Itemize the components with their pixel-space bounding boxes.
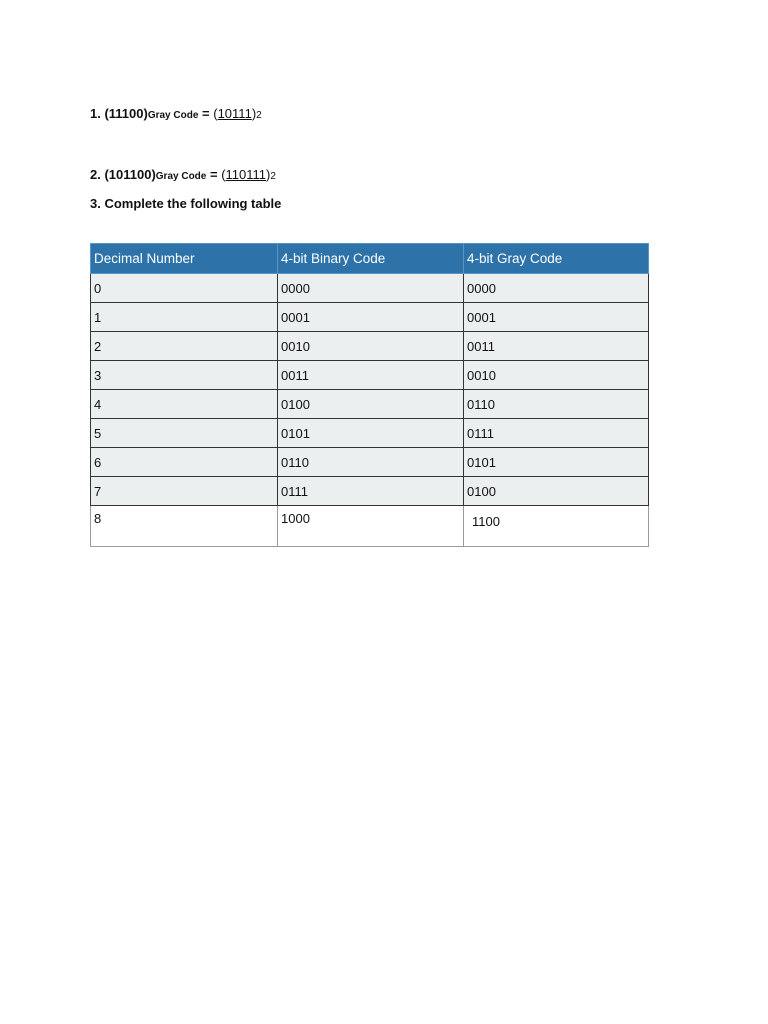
header-binary-code: 4-bit Binary Code: [278, 244, 464, 274]
cell-binary: 1000: [278, 506, 464, 547]
table-row: [91, 332, 649, 361]
cell-gray: 0000: [464, 274, 649, 303]
question-2-answer: 110111: [225, 167, 267, 182]
cell-gray: 0111: [464, 419, 649, 448]
question-1-prefix: 1. (11100): [90, 106, 148, 121]
cell-decimal: 1: [91, 303, 278, 332]
table-row: [91, 361, 649, 390]
question-1-close-paren: ): [251, 106, 257, 121]
gray-code-table: [90, 243, 649, 547]
table-row: [91, 448, 649, 477]
table-row: [91, 506, 649, 547]
cell-decimal: 5: [91, 419, 278, 448]
cell-decimal: 7: [91, 477, 278, 506]
question-1-answer: 10111: [217, 106, 252, 121]
cell-decimal: 6: [91, 448, 278, 477]
cell-gray: 1100: [464, 506, 649, 547]
question-1-subscript: Gray Code: [147, 110, 199, 121]
question-2-base: 2: [270, 171, 276, 182]
cell-binary: 0010: [278, 332, 464, 361]
table-row: [91, 390, 649, 419]
question-1-base: 2: [256, 110, 262, 121]
question-2-open-paren: (: [221, 167, 226, 182]
question-2-close-paren: ): [266, 167, 271, 182]
cell-binary: 0000: [278, 274, 464, 303]
cell-gray: 0110: [464, 390, 649, 419]
cell-binary: 0001: [278, 303, 464, 332]
cell-decimal: 3: [91, 361, 278, 390]
cell-decimal: 0: [91, 274, 278, 303]
question-2-equals: =: [206, 167, 222, 182]
table-row: [91, 274, 649, 303]
cell-binary: 0011: [278, 361, 464, 390]
cell-gray: 0010: [464, 361, 649, 390]
cell-binary: 0100: [278, 390, 464, 419]
cell-decimal: 4: [91, 390, 278, 419]
cell-decimal: 8: [91, 506, 278, 547]
cell-gray: 0100: [464, 477, 649, 506]
cell-gray: 0101: [464, 448, 649, 477]
cell-gray: 0001: [464, 303, 649, 332]
question-2: [90, 167, 276, 185]
question-1-open-paren: (: [213, 106, 218, 121]
cell-decimal: 2: [91, 332, 278, 361]
question-2-prefix: 2. (101100): [90, 167, 156, 182]
question-1-equals: =: [198, 106, 214, 121]
question-1: [90, 106, 262, 124]
cell-binary: 0101: [278, 419, 464, 448]
gray-code-table-wrapper: [90, 243, 648, 547]
header-decimal-number: Decimal Number: [91, 244, 278, 274]
question-2-subscript: Gray Code: [155, 171, 207, 182]
header-gray-code: 4-bit Gray Code: [464, 244, 649, 274]
cell-binary: 0110: [278, 448, 464, 477]
table-row: [91, 303, 649, 332]
cell-binary: 0111: [278, 477, 464, 506]
table-row: [91, 477, 649, 506]
question-3: 3. Complete the following table: [90, 196, 282, 211]
table-header-row: [91, 244, 649, 274]
table-row: [91, 419, 649, 448]
cell-gray: 0011: [464, 332, 649, 361]
